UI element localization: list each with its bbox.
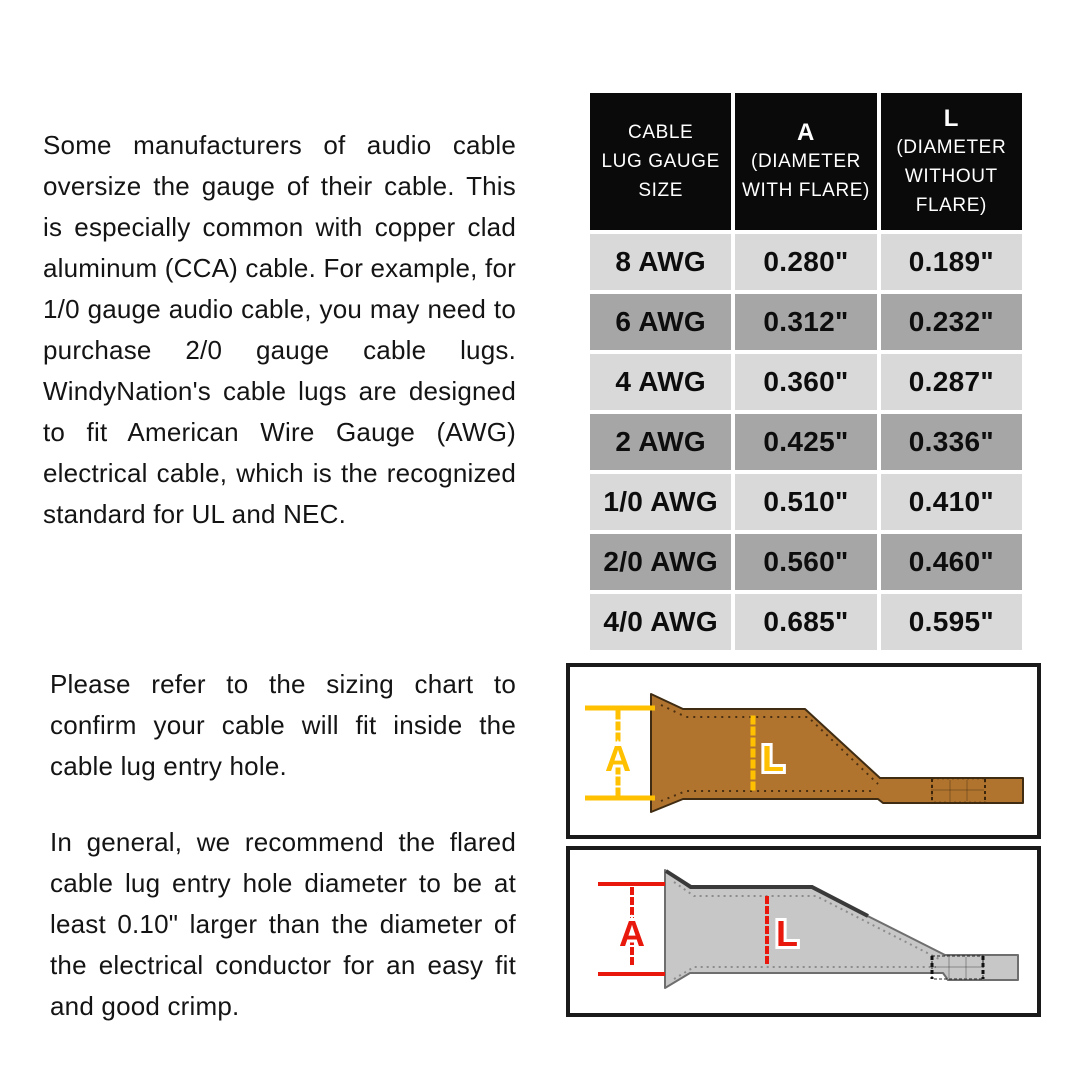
l-value-cell: 0.336"	[881, 414, 1022, 470]
a-value-cell: 0.510"	[735, 474, 876, 530]
table-row	[590, 414, 1022, 470]
gauge-cell: 4 AWG	[590, 354, 731, 410]
header-line: SIZE	[638, 180, 683, 201]
gauge-cell: 8 AWG	[590, 234, 731, 290]
header-line: (DIAMETER	[751, 151, 861, 172]
l-value-cell: 0.460"	[881, 534, 1022, 590]
gauge-cell: 2 AWG	[590, 414, 731, 470]
table-row	[590, 234, 1022, 290]
table-row	[590, 474, 1022, 530]
a-value-cell: 0.360"	[735, 354, 876, 410]
table-row	[590, 534, 1022, 590]
a-value-cell: 0.425"	[735, 414, 876, 470]
sizing-chart-note-paragraph: Please refer to the sizing chart to confirm your cable will fit inside the cable lug entry hole.	[50, 669, 516, 781]
recommendation-paragraph: In general, we recommend the flared cable lug entry hole diameter to be at least 0.10" larger than the diameter of the electrical conductor for an easy fit and good crimp.	[50, 827, 516, 1021]
header-line: FLARE)	[915, 194, 987, 216]
a-value-cell: 0.685"	[735, 594, 876, 650]
dimension-l-label: L	[762, 738, 784, 779]
table-row	[590, 354, 1022, 410]
l-value-cell: 0.287"	[881, 354, 1022, 410]
header-line: WITH FLARE)	[741, 180, 870, 201]
l-value-cell: 0.232"	[881, 294, 1022, 350]
gauge-cell: 2/0 AWG	[590, 534, 731, 590]
header-line: WITHOUT	[904, 165, 998, 187]
gauge-cell: 6 AWG	[590, 294, 731, 350]
a-value-cell: 0.280"	[735, 234, 876, 290]
dimension-a-label: A	[619, 913, 645, 954]
header-line: CABLE	[628, 122, 694, 143]
lug-sizing-table	[586, 89, 1026, 654]
l-value-cell: 0.410"	[881, 474, 1022, 530]
header-gauge-size	[590, 93, 731, 230]
header-diameter-with-flare	[735, 93, 876, 230]
l-value-cell: 0.189"	[881, 234, 1022, 290]
table-row	[590, 294, 1022, 350]
l-value-cell: 0.595"	[881, 594, 1022, 650]
intro-paragraph: Some manufacturers of audio cable oversize the gauge of their cable. This is especially common with copper clad aluminum (CCA) cable. For example, for 1/0 gauge audio cable, you may need to purchase 2/0 gauge cable lugs. WindyNation's cable lugs are designed to fit American Wire Gauge (AWG) electrical cable, which is the recognized standard for UL and NEC.	[43, 130, 516, 529]
gauge-cell: 1/0 AWG	[590, 474, 731, 530]
dimension-a-label: A	[605, 738, 631, 779]
header-line: A	[797, 119, 815, 146]
table-row	[590, 594, 1022, 650]
gauge-cell: 4/0 AWG	[590, 594, 731, 650]
a-value-cell: 0.560"	[735, 534, 876, 590]
plain-lug-diagram	[566, 846, 1042, 1018]
a-value-cell: 0.312"	[735, 294, 876, 350]
header-line: LUG GAUGE	[601, 151, 720, 172]
table-header-row	[590, 93, 1022, 230]
dimension-l-label: L	[776, 913, 798, 954]
flared-lug-diagram	[566, 663, 1042, 840]
header-diameter-without-flare	[881, 93, 1022, 230]
header-line: L	[943, 104, 959, 132]
header-line: (DIAMETER	[896, 136, 1007, 158]
